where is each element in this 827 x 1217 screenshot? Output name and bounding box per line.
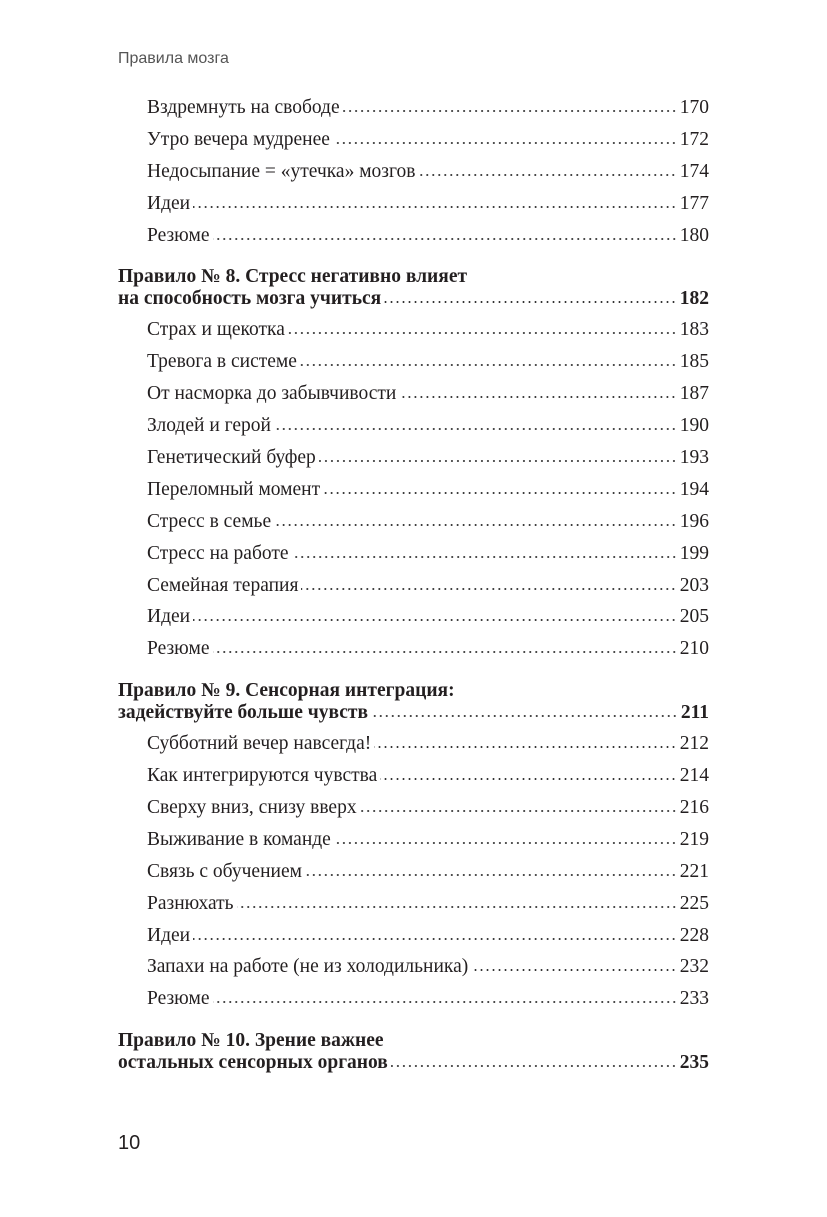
toc-entry-title: Выживание в команде [147, 828, 331, 850]
toc-entry-page: 177 [679, 192, 709, 214]
toc-entry-title: Злодей и герой [147, 415, 271, 437]
toc-entry-title: Стресс на работе [147, 542, 289, 564]
toc-entry-title: Переломный момент [147, 478, 321, 500]
toc-entry [118, 156, 709, 188]
toc-entry [118, 124, 709, 156]
dot-leader [418, 173, 676, 177]
toc-entry-title: Идеи [147, 606, 191, 628]
chapter-page-number: 182 [679, 288, 709, 310]
toc-entry [118, 888, 709, 920]
toc-entry-page: 170 [679, 97, 709, 118]
dot-leader [399, 395, 676, 399]
toc-entry-page: 225 [679, 892, 709, 914]
chapter-title-line2 [118, 702, 709, 724]
toc-entry [118, 728, 709, 760]
toc-entry [118, 378, 709, 410]
toc-entry [118, 188, 709, 220]
toc-entry [118, 633, 709, 665]
toc-entry-title: Запахи на работе (не из холодильника) [147, 956, 469, 978]
dot-leader [193, 205, 677, 209]
toc-entry-page: 180 [679, 224, 709, 246]
toc-entry-page: 196 [679, 510, 709, 532]
toc-entry-title: Утро вечера мудренее [147, 128, 330, 150]
toc-entry [118, 506, 709, 538]
toc-entry-page: 228 [679, 924, 709, 946]
toc-entry [118, 792, 709, 824]
toc-entry-title: Идеи [147, 192, 191, 214]
toc-entry [118, 570, 709, 602]
toc-entry [118, 601, 709, 633]
toc-entry [118, 314, 709, 346]
toc-entry [118, 856, 709, 888]
toc-entry-title: Резюме [147, 988, 210, 1010]
toc-entry-page: 199 [679, 542, 709, 564]
dot-leader [384, 300, 677, 304]
dot-leader [213, 650, 677, 654]
toc-entry-page: 185 [679, 351, 709, 373]
dot-leader [371, 714, 678, 718]
dot-leader [301, 587, 676, 591]
chapter-heading [118, 680, 709, 724]
toc-entry-title: Вздремнуть на свободе [147, 97, 340, 118]
chapter-title-text: задействуйте больше чувств [118, 702, 369, 724]
dot-leader [360, 809, 677, 813]
toc-entry [118, 442, 709, 474]
toc-entry-title: Сверху вниз, снизу вверх [147, 797, 357, 819]
toc-entry-title: Разнюхать [147, 892, 234, 914]
dot-leader [334, 841, 677, 845]
toc-entry [118, 951, 709, 983]
toc-entry-page: 190 [679, 415, 709, 437]
dot-leader [274, 523, 677, 527]
toc-entry-page: 187 [679, 383, 709, 405]
toc-entry [118, 346, 709, 378]
dot-leader [323, 491, 677, 495]
chapter-title-line1: Правило № 8. Стресс негативно влияет [118, 266, 468, 288]
toc-entry-page: 221 [679, 860, 709, 882]
toc-entry [118, 920, 709, 952]
dot-leader [213, 237, 677, 241]
toc-entry-title: Субботний вечер навсегда! [147, 733, 372, 755]
dot-leader [274, 427, 677, 431]
dot-leader [471, 968, 677, 972]
toc-entry-title: Недосыпание = «утечка» мозгов [147, 160, 416, 182]
toc-entry [118, 474, 709, 506]
toc-entry-title: Резюме [147, 638, 210, 660]
toc-entry-title: Как интегрируются чувства [147, 765, 378, 787]
toc-entry [118, 92, 709, 124]
toc-entry-page: 194 [679, 478, 709, 500]
toc-entry-page: 232 [679, 956, 709, 978]
toc-entry-page: 214 [679, 765, 709, 787]
dot-leader [319, 459, 677, 463]
dot-leader [305, 873, 677, 877]
chapter-title-text: на способность мозга учиться [118, 288, 382, 310]
toc-entry-page: 174 [679, 160, 709, 182]
toc-entry [118, 760, 709, 792]
toc-entry-title: От насморка до забывчивости [147, 383, 397, 405]
toc-entry-title: Семейная терапия [147, 574, 299, 596]
toc-entry-title: Связь с обучением [147, 860, 302, 882]
chapter-page-number: 211 [680, 702, 709, 724]
table-of-contents [118, 92, 709, 1078]
chapter-page-number: 235 [679, 1052, 709, 1074]
chapter-title-line2 [118, 288, 709, 310]
dot-leader [374, 745, 677, 749]
chapter-heading [118, 1030, 709, 1074]
toc-entry-page: 210 [679, 638, 709, 660]
dot-leader [237, 905, 677, 909]
toc-entry [118, 410, 709, 442]
dot-leader [391, 1064, 677, 1068]
toc-entry-page: 183 [679, 319, 709, 341]
dot-leader [333, 141, 677, 145]
toc-entry-title: Идеи [147, 924, 191, 946]
chapter-title-line2 [118, 1052, 709, 1074]
chapter-title-text: остальных сенсорных органов [118, 1052, 388, 1074]
dot-leader [213, 1000, 677, 1004]
dot-leader [292, 555, 677, 559]
toc-entry-page: 212 [679, 733, 709, 755]
toc-entry-page: 233 [679, 988, 709, 1010]
toc-entry-page: 172 [679, 128, 709, 150]
running-head: Правила мозга [118, 50, 229, 67]
toc-entry-title: Стресс в семье [147, 510, 272, 532]
toc-entry [118, 538, 709, 570]
dot-leader [193, 937, 677, 941]
chapter-title-line1: Правило № 10. Зрение важнее [118, 1030, 384, 1052]
dot-leader [380, 777, 677, 781]
toc-entry [118, 220, 709, 252]
toc-entry-page: 219 [679, 828, 709, 850]
toc-entry [118, 824, 709, 856]
dot-leader [193, 618, 677, 622]
toc-entry-title: Тревога в системе [147, 351, 297, 373]
toc-entry-title: Страх и щекотка [147, 319, 285, 341]
dot-leader [300, 363, 677, 367]
toc-entry-page: 216 [679, 797, 709, 819]
dot-leader [288, 331, 677, 335]
toc-entry-page: 203 [679, 574, 709, 596]
toc-entry-title: Резюме [147, 224, 210, 246]
dot-leader [343, 109, 677, 113]
toc-entry [118, 983, 709, 1015]
toc-entry-page: 193 [679, 447, 709, 469]
toc-entry-page: 205 [679, 606, 709, 628]
chapter-title-line1: Правило № 9. Сенсорная интеграция: [118, 680, 455, 702]
chapter-heading [118, 266, 709, 310]
toc-entry-title: Генетический буфер [147, 447, 316, 469]
page-number: 10 [118, 1132, 141, 1154]
